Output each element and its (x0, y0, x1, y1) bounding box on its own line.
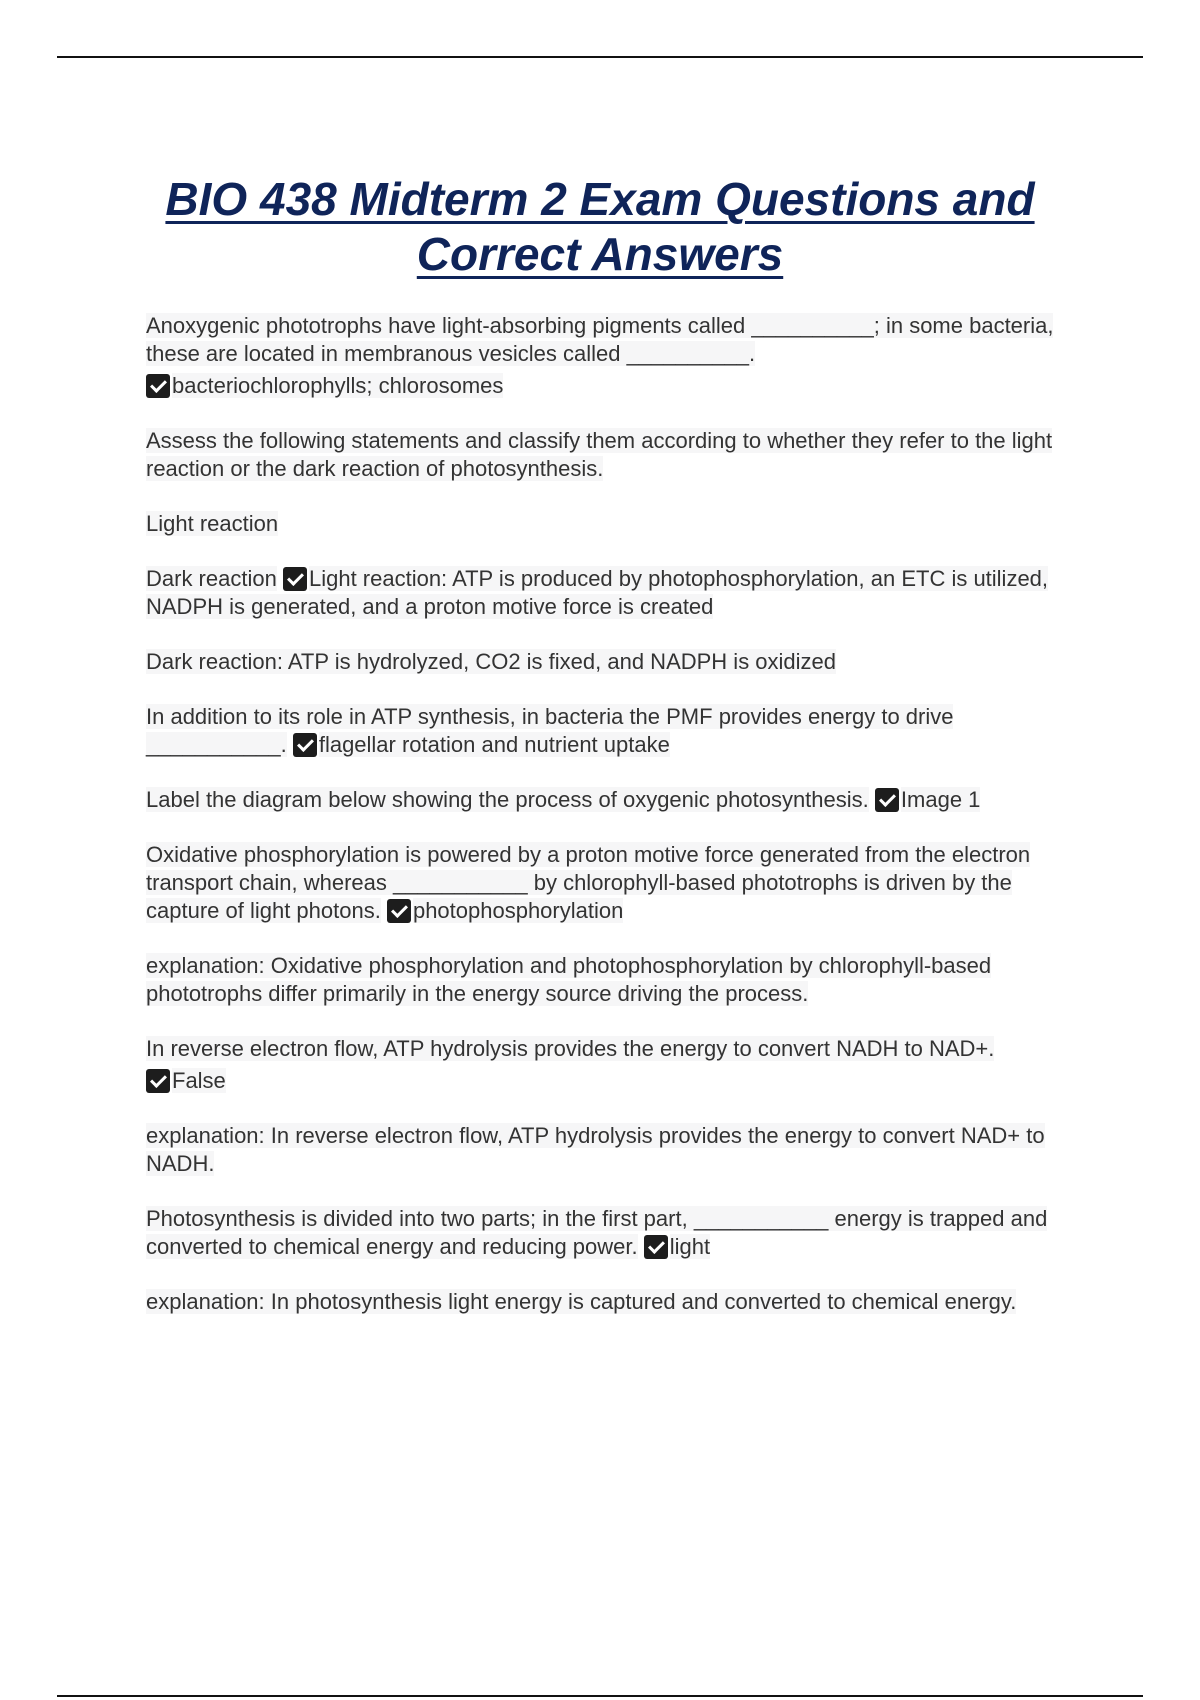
question-text: In reverse electron flow, ATP hydrolysis provides the energy to convert NADH to NAD+. (146, 1036, 995, 1061)
qa-item-10 (146, 1035, 1090, 1095)
question-text: Light reaction (146, 511, 279, 536)
question-text: Label the diagram below showing the process of oxygenic photosynthesis. (146, 787, 869, 812)
checkmark-icon (387, 899, 411, 923)
qa-item-5 (146, 648, 1090, 676)
checkmark-icon (875, 788, 899, 812)
qa-item-11 (146, 1122, 1090, 1178)
qa-item-6 (146, 703, 1090, 759)
checkmark-icon (146, 374, 170, 398)
question-text: Oxidative phosphorylation is powered by a proton motive force generated from the electron transport chain, whereas ___________ by chlorophyll-based phototrophs is driven by the capture of light photons. (146, 842, 1031, 923)
qa-item-2 (146, 427, 1090, 483)
answer-text: Image 1 (900, 787, 981, 812)
qa-item-7 (146, 786, 1090, 814)
question-text: Assess the following statements and classify them according to whether they refer to the light reaction or the dark reaction of photosynthesis. (146, 428, 1053, 481)
qa-item-3 (146, 510, 1090, 538)
answer-text: bacteriochlorophylls; chlorosomes (172, 373, 504, 398)
qa-item-13 (146, 1288, 1090, 1316)
explanation-text: explanation: Oxidative phosphorylation and photophosphorylation by chlorophyll-based phototrophs differ primarily in the energy source driving the process. (146, 953, 992, 1006)
answer-text: False (172, 1068, 226, 1093)
answer-line (146, 372, 1090, 400)
answer-text: light (669, 1234, 711, 1259)
title-line-2: Correct Answers (416, 228, 784, 280)
explanation-text: explanation: In reverse electron flow, ATP hydrolysis provides the energy to convert NAD+ to NADH. (146, 1123, 1045, 1176)
qa-item-4 (146, 565, 1090, 621)
qa-list (146, 312, 1090, 1343)
question-text: Anoxygenic phototrophs have light-absorbing pigments called __________; in some bacteria, these are located in membranous vesicles called __________. (146, 313, 1054, 366)
question-text: Photosynthesis is divided into two parts; in the first part, ___________ energy is trapped and converted to chemical energy and reducing power. (146, 1206, 1048, 1259)
bottom-rule (57, 1695, 1143, 1697)
answer-text: photophosphorylation (412, 898, 624, 923)
title-line-1: BIO 438 Midterm 2 Exam Questions and (165, 173, 1035, 225)
checkmark-icon (293, 733, 317, 757)
checkmark-icon (283, 567, 307, 591)
qa-item-12 (146, 1205, 1090, 1261)
qa-item-1 (146, 312, 1090, 400)
checkmark-icon (644, 1235, 668, 1259)
checkmark-icon (146, 1069, 170, 1093)
top-rule (57, 56, 1143, 58)
qa-item-8 (146, 841, 1090, 925)
question-text: Dark reaction (146, 566, 277, 591)
answer-text: Light reaction: ATP is produced by photophosphorylation, an ETC is utilized, NADPH is generated, and a proton motive force is created (146, 566, 1049, 619)
explanation-text: explanation: In photosynthesis light energy is captured and converted to chemical energy. (146, 1289, 1017, 1314)
document-title (100, 172, 1100, 282)
answer-line (146, 1067, 1090, 1095)
answer-text: flagellar rotation and nutrient uptake (318, 732, 670, 757)
question-text: Dark reaction: ATP is hydrolyzed, CO2 is fixed, and NADPH is oxidized (146, 649, 837, 674)
question-text: In addition to its role in ATP synthesis, in bacteria the PMF provides energy to drive ___________. (146, 704, 954, 757)
qa-item-9 (146, 952, 1090, 1008)
